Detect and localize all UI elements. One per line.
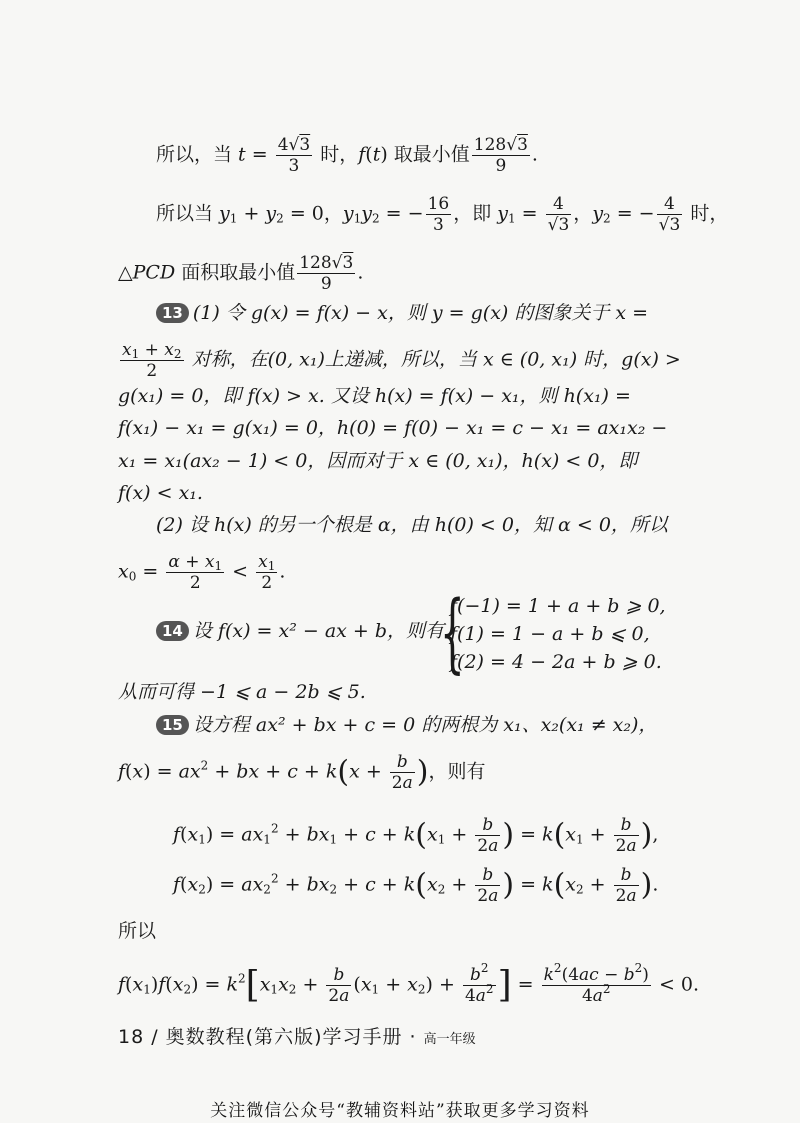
text-line: △PCD 面积取最小值 $\frac{128√3}{9}$ .: [118, 253, 364, 294]
problem-13-line: 13 (1) 令 g(x) = f(x) − x，则 y = g(x) 的图象关于 x =: [156, 300, 726, 326]
equation-line: $f(x_1)f(x_2) = k^2[x_1x_2$ + $\frac{b}{2a}$ $(x_1 + x_2)$ + $\frac{b^2}{4a^2}$ ] = $\frac{k^2(4ac - b^2)}{4a^2}$ < 0.: [118, 961, 700, 1006]
page-footer: [118, 1022, 476, 1049]
problem-15-line: $f(x) = ax^2$ + bx + c + k(x + $\frac{b}{2a}$ )，则有: [118, 752, 486, 793]
watermark-text: 关注微信公众号“教辅资料站”获取更多学习资料: [210, 1101, 590, 1121]
book-title: 奥数教程(第六版)学习手册 ·: [165, 1026, 417, 1048]
problem-13-line: f(x) < x₁.: [118, 482, 203, 504]
text-line: 所以当 $y_1 + y_2 = 0$，$y_1y_2$ = − $\frac{16}{3}$ ，即 $y_1$ = $\frac{4}{√3}$ ，$y_2$ = − $\frac{4}{√3}$ 时，: [156, 194, 729, 235]
left-brace: {: [440, 583, 465, 683]
grade-label: 高一年级: [423, 1032, 476, 1047]
problem-number-badge: 15: [156, 715, 189, 735]
problem-13-line: $x_0$ = $\frac{\alpha + x_1}{2}$ < $\frac{x_1}{2}$ .: [118, 552, 286, 593]
page-number: 18 /: [118, 1026, 159, 1048]
problem-14-line: 从而可得 −1 ⩽ a − 2b ⩽ 5.: [118, 681, 366, 703]
problem-number-badge: 14: [156, 621, 189, 641]
problem-13-line: (2) 设 h(x) 的另一个根是 α，由 h(0) < 0，知 α < 0，所以: [156, 514, 668, 536]
equation-line: $f(x_2) = ax_2^2 + bx_2 + c + k(x_2$ + $\frac{b}{2a}$ ) = $k(x_2$ + $\frac{b}{2a}$ ).: [173, 865, 659, 906]
problem-13-line: $\frac{x_1 + x_2}{2}$ 对称，在(0, x₁)上递减，所以，当 x ∈ (0, x₁) 时，g(x) >: [122, 340, 681, 381]
inequality-system: f(−1) = 1 + a + b ⩾ 0, f(1) = 1 − a + b ⩽ 0, f(2) = 4 − 2a + b ⩾ 0.: [450, 595, 666, 673]
problem-number-badge: 13: [156, 303, 189, 323]
problem-13-line: f(x₁) − x₁ = g(x₁) = 0，h(0) = f(0) − x₁ = c − x₁ = ax₁x₂ −: [118, 417, 668, 439]
equation-line: $f(x_1) = ax_1^2 + bx_1 + c + k(x_1$ + $\frac{b}{2a}$ ) = $k(x_1$ + $\frac{b}{2a}$ ),: [173, 815, 659, 856]
text-line: 所以，当 t = $\frac{4√3}{3}$ 时，f(t) 取最小值 $\frac{128√3}{9}$ .: [156, 135, 538, 176]
problem-15-line: 15 设方程 ax² + bx + c = 0 的两根为 x₁、x₂(x₁ ≠ x₂)，: [156, 712, 726, 738]
problem-14-line: 14 设 f(x) = x² − ax + b，则有: [156, 618, 456, 644]
problem-13-line: g(x₁) = 0，即 f(x) > x. 又设 h(x) = f(x) − x₁，则 h(x₁) =: [118, 385, 631, 407]
text-line: 所以: [118, 920, 157, 942]
problem-13-line: x₁ = x₁(ax₂ − 1) < 0，因而对于 x ∈ (0, x₁)，h(x) < 0，即: [118, 450, 638, 472]
